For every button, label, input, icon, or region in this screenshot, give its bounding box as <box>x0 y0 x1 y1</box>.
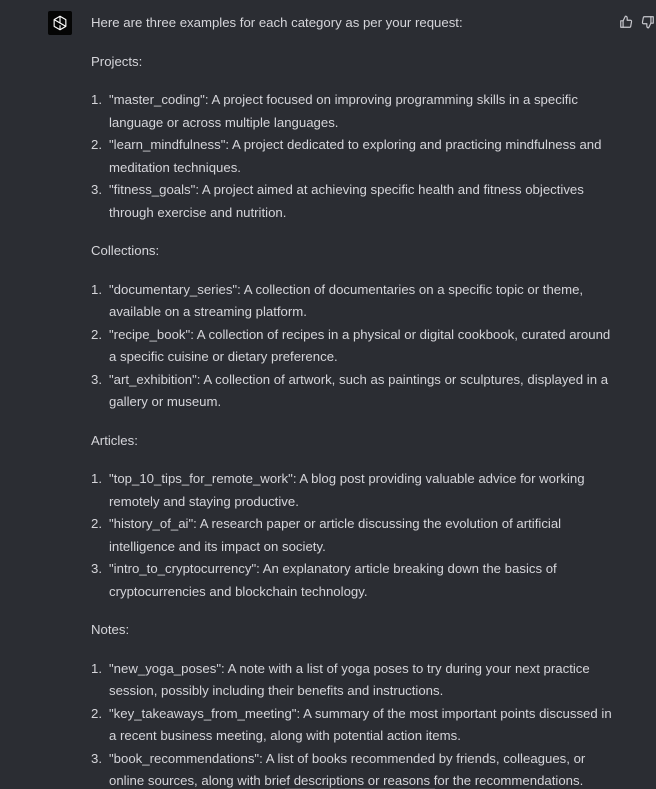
list-item <box>91 324 616 369</box>
message-section <box>91 619 616 789</box>
section-list <box>91 279 616 414</box>
assistant-avatar <box>48 11 72 35</box>
list-item-text: "new_yoga_poses": A note with a list of yoga poses to try during your next practice session, possibly including their benefits and instructions. <box>109 660 590 698</box>
openai-logo-icon <box>51 14 69 32</box>
message-section <box>91 51 616 225</box>
list-item-number: 1. <box>91 660 102 676</box>
list-item-number: 3. <box>91 182 102 197</box>
message-intro: Here are three examples for each category as per your request: <box>91 15 463 30</box>
list-item-text: "top_10_tips_for_remote_work": A blog post providing valuable advice for working remotely and staying productive. <box>109 471 585 509</box>
list-item <box>91 748 616 789</box>
section-title: Articles: <box>91 432 138 448</box>
list-item-number: 2. <box>91 326 102 342</box>
message-section <box>91 430 616 604</box>
list-item-text: "key_takeaways_from_meeting": A summary of the most important points discussed in a recent business meeting, along with potential action items. <box>109 705 612 743</box>
list-item <box>91 134 616 179</box>
list-item <box>91 513 616 558</box>
section-list <box>91 89 616 224</box>
list-item <box>91 369 616 414</box>
list-item-number: 3. <box>91 561 102 576</box>
section-title: Projects: <box>91 53 143 69</box>
list-item-number: 2. <box>91 137 102 152</box>
list-item <box>91 179 616 224</box>
list-item-number: 1. <box>91 92 102 107</box>
list-item-number: 1. <box>91 281 102 297</box>
list-item-text: "recipe_book": A collection of recipes in a physical or digital cookbook, curated around a specific cuisine or dietary preference. <box>109 326 611 364</box>
list-item <box>91 89 616 134</box>
list-item <box>91 703 616 748</box>
list-item-number: 2. <box>91 705 102 721</box>
list-item <box>91 468 616 513</box>
section-list <box>91 468 616 603</box>
list-item-text: "art_exhibition": A collection of artwork, such as paintings or sculptures, displayed in a gallery or museum. <box>109 371 609 409</box>
thumbs-down-button[interactable] <box>640 14 656 30</box>
assistant-message <box>91 12 616 789</box>
message-sections <box>91 51 616 789</box>
thumbs-up-icon <box>619 15 633 29</box>
list-item <box>91 658 616 703</box>
list-item-number: 3. <box>91 750 102 766</box>
list-item-text: "fitness_goals": A project aimed at achieving specific health and fitness objectives through exercise and nutrition. <box>109 182 584 220</box>
list-item-number: 2. <box>91 516 102 531</box>
feedback-controls <box>618 14 656 30</box>
section-list <box>91 658 616 789</box>
list-item-text: "intro_to_cryptocurrency": An explanatory article breaking down the basics of cryptocurrencies and blockchain technology. <box>109 561 557 599</box>
list-item-text: "book_recommendations": A list of books recommended by friends, colleagues, or online sources, along with brief descriptions or reasons for the recommendations. <box>109 750 586 788</box>
section-title: Collections: <box>91 243 160 258</box>
message-section <box>91 240 616 414</box>
thumbs-down-icon <box>641 15 655 29</box>
list-item-text: "master_coding": A project focused on improving programming skills in a specific language or across multiple languages. <box>109 92 578 130</box>
list-item-text: "history_of_ai": A research paper or article discussing the evolution of artificial intelligence and its impact on society. <box>109 516 562 554</box>
list-item-text: "documentary_series": A collection of documentaries on a specific topic or theme, available on a streaming platform. <box>109 281 584 319</box>
list-item <box>91 279 616 324</box>
list-item-number: 1. <box>91 471 102 486</box>
section-title: Notes: <box>91 622 130 637</box>
thumbs-up-button[interactable] <box>618 14 634 30</box>
list-item-text: "learn_mindfulness": A project dedicated to exploring and practicing mindfulness and meditation techniques. <box>109 137 602 175</box>
list-item <box>91 558 616 603</box>
list-item-number: 3. <box>91 371 102 387</box>
